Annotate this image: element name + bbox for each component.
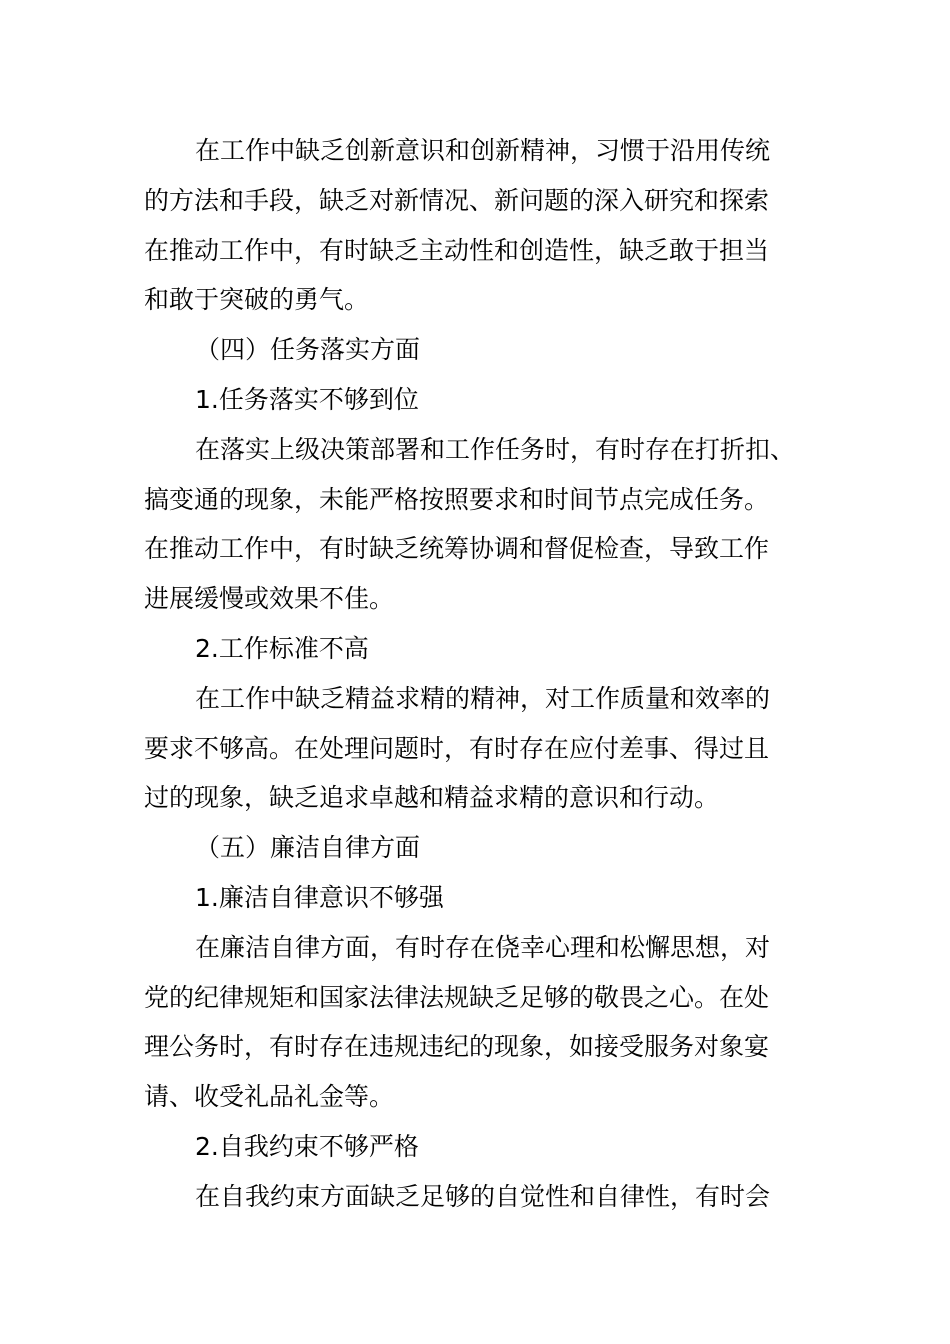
paragraph-line: 在工作中缺乏创新意识和创新精神，习惯于沿用传统 bbox=[195, 136, 771, 165]
section-heading-four: （四）任务落实方面 bbox=[195, 335, 421, 365]
paragraph-line: 进展缓慢或效果不佳。 bbox=[144, 584, 395, 614]
paragraph-line: 过的现象，缺乏追求卓越和精益求精的意识和行动。 bbox=[144, 783, 720, 813]
paragraph-line: 党的纪律规矩和国家法律法规缺乏足够的敬畏之心。在处 bbox=[144, 982, 770, 1012]
paragraph-line: 在自我约束方面缺乏足够的自觉性和自律性，有时会 bbox=[195, 1181, 771, 1211]
subheading-self-discipline: 2.自我约束不够严格 bbox=[195, 1131, 419, 1161]
paragraph-line: 和敢于突破的勇气。 bbox=[144, 285, 370, 315]
paragraph-line: 在工作中缺乏精益求精的精神，对工作质量和效率的 bbox=[195, 683, 771, 713]
subheading-task-implementation: 1.任务落实不够到位 bbox=[195, 384, 419, 414]
subheading-integrity-awareness: 1.廉洁自律意识不够强 bbox=[195, 882, 444, 912]
paragraph-line: 要求不够高。在处理问题时，有时存在应付差事、得过且 bbox=[144, 733, 770, 763]
paragraph-line: 在落实上级决策部署和工作任务时，有时存在打折扣、 bbox=[195, 434, 796, 464]
document-body bbox=[144, 126, 808, 1222]
subheading-work-standards: 2.工作标准不高 bbox=[195, 633, 369, 663]
paragraph-line: 的方法和手段，缺乏对新情况、新问题的深入研究和探索 bbox=[144, 185, 770, 215]
paragraph-line: 请、收受礼品礼金等。 bbox=[144, 1082, 395, 1112]
paragraph-line: 在推动工作中，有时缺乏主动性和创造性，缺乏敢于担当 bbox=[144, 235, 770, 265]
paragraph-line: 搞变通的现象，未能严格按照要求和时间节点完成任务。 bbox=[144, 484, 770, 514]
paragraph-line: 在推动工作中，有时缺乏统筹协调和督促检查，导致工作 bbox=[144, 534, 770, 564]
section-heading-five: （五）廉洁自律方面 bbox=[195, 833, 421, 863]
paragraph-line: 在廉洁自律方面，有时存在侥幸心理和松懈思想，对 bbox=[195, 932, 771, 962]
paragraph-line: 理公务时，有时存在违规违纪的现象，如接受服务对象宴 bbox=[144, 1032, 770, 1062]
